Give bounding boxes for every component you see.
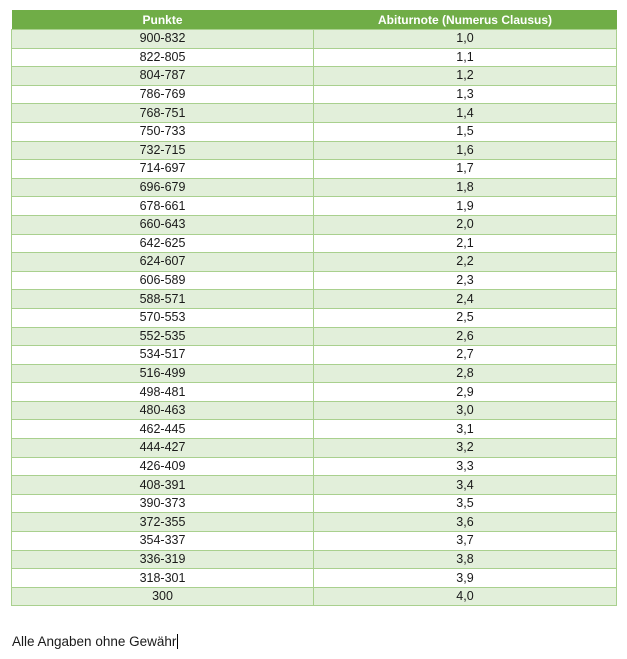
- grade-cell: 2,3: [314, 271, 617, 290]
- grade-cell: 1,9: [314, 197, 617, 216]
- points-cell: 660-643: [12, 215, 314, 234]
- grade-cell: 3,0: [314, 401, 617, 420]
- grade-cell: 3,4: [314, 476, 617, 495]
- points-cell: 822-805: [12, 48, 314, 67]
- points-cell: 408-391: [12, 476, 314, 495]
- table-row: [12, 215, 617, 234]
- points-cell: 552-535: [12, 327, 314, 346]
- table-row: [12, 420, 617, 439]
- table-row: [12, 308, 617, 327]
- table-row: [12, 364, 617, 383]
- table-row: [12, 160, 617, 179]
- grade-cell: 2,7: [314, 346, 617, 365]
- grade-cell: 3,9: [314, 569, 617, 588]
- points-cell: 534-517: [12, 346, 314, 365]
- grade-cell: 2,1: [314, 234, 617, 253]
- grade-cell: 1,0: [314, 30, 617, 49]
- table-row: [12, 569, 617, 588]
- grade-cell: 2,2: [314, 253, 617, 272]
- points-cell: 318-301: [12, 569, 314, 588]
- table-row: [12, 85, 617, 104]
- table-row: [12, 401, 617, 420]
- points-cell: 804-787: [12, 67, 314, 86]
- grade-cell: 3,5: [314, 494, 617, 513]
- table-row: [12, 197, 617, 216]
- points-cell: 624-607: [12, 253, 314, 272]
- table-row: [12, 383, 617, 402]
- table-row: [12, 513, 617, 532]
- points-cell: 768-751: [12, 104, 314, 123]
- header-abiturnote: Abiturnote (Numerus Clausus): [314, 10, 617, 30]
- points-cell: 516-499: [12, 364, 314, 383]
- table-row: [12, 141, 617, 160]
- points-cell: 750-733: [12, 122, 314, 141]
- points-cell: 900-832: [12, 30, 314, 49]
- grade-cell: 1,7: [314, 160, 617, 179]
- grade-cell: 1,1: [314, 48, 617, 67]
- disclaimer-label: Alle Angaben ohne Gewähr: [12, 634, 177, 649]
- grade-cell: 3,8: [314, 550, 617, 569]
- table-header-row: [12, 10, 617, 30]
- table-row: [12, 48, 617, 67]
- points-cell: 498-481: [12, 383, 314, 402]
- points-cell: 426-409: [12, 457, 314, 476]
- table-row: [12, 327, 617, 346]
- grade-cell: 1,4: [314, 104, 617, 123]
- points-cell: 606-589: [12, 271, 314, 290]
- grade-conversion-table: [11, 10, 617, 606]
- points-cell: 462-445: [12, 420, 314, 439]
- table-row: [12, 532, 617, 551]
- grade-cell: 2,6: [314, 327, 617, 346]
- points-cell: 678-661: [12, 197, 314, 216]
- grade-cell: 2,9: [314, 383, 617, 402]
- points-cell: 300: [12, 587, 314, 606]
- header-punkte: Punkte: [12, 10, 314, 30]
- grade-cell: 3,1: [314, 420, 617, 439]
- table-row: [12, 30, 617, 49]
- table-row: [12, 494, 617, 513]
- points-cell: 354-337: [12, 532, 314, 551]
- grade-cell: 1,6: [314, 141, 617, 160]
- grade-cell: 2,5: [314, 308, 617, 327]
- grade-cell: 3,6: [314, 513, 617, 532]
- table-row: [12, 253, 617, 272]
- disclaimer-text[interactable]: [12, 634, 178, 649]
- grade-cell: 1,3: [314, 85, 617, 104]
- grade-cell: 4,0: [314, 587, 617, 606]
- points-cell: 714-697: [12, 160, 314, 179]
- points-cell: 588-571: [12, 290, 314, 309]
- table-row: [12, 67, 617, 86]
- table-row: [12, 122, 617, 141]
- points-cell: 642-625: [12, 234, 314, 253]
- table-row: [12, 234, 617, 253]
- points-cell: 444-427: [12, 439, 314, 458]
- points-cell: 570-553: [12, 308, 314, 327]
- grade-cell: 3,2: [314, 439, 617, 458]
- points-cell: 696-679: [12, 178, 314, 197]
- table-row: [12, 178, 617, 197]
- points-cell: 786-769: [12, 85, 314, 104]
- table-row: [12, 346, 617, 365]
- points-cell: 390-373: [12, 494, 314, 513]
- table-row: [12, 550, 617, 569]
- points-cell: 336-319: [12, 550, 314, 569]
- points-cell: 372-355: [12, 513, 314, 532]
- table-row: [12, 476, 617, 495]
- grade-cell: 3,7: [314, 532, 617, 551]
- grade-cell: 2,0: [314, 215, 617, 234]
- grade-cell: 2,4: [314, 290, 617, 309]
- points-cell: 732-715: [12, 141, 314, 160]
- points-cell: 480-463: [12, 401, 314, 420]
- table-row: [12, 587, 617, 606]
- grade-cell: 3,3: [314, 457, 617, 476]
- table-row: [12, 290, 617, 309]
- table-row: [12, 104, 617, 123]
- text-cursor: [177, 634, 178, 649]
- table-body: [12, 30, 617, 606]
- table-row: [12, 439, 617, 458]
- grade-cell: 2,8: [314, 364, 617, 383]
- grade-cell: 1,2: [314, 67, 617, 86]
- grade-cell: 1,8: [314, 178, 617, 197]
- table-row: [12, 457, 617, 476]
- table-row: [12, 271, 617, 290]
- grade-cell: 1,5: [314, 122, 617, 141]
